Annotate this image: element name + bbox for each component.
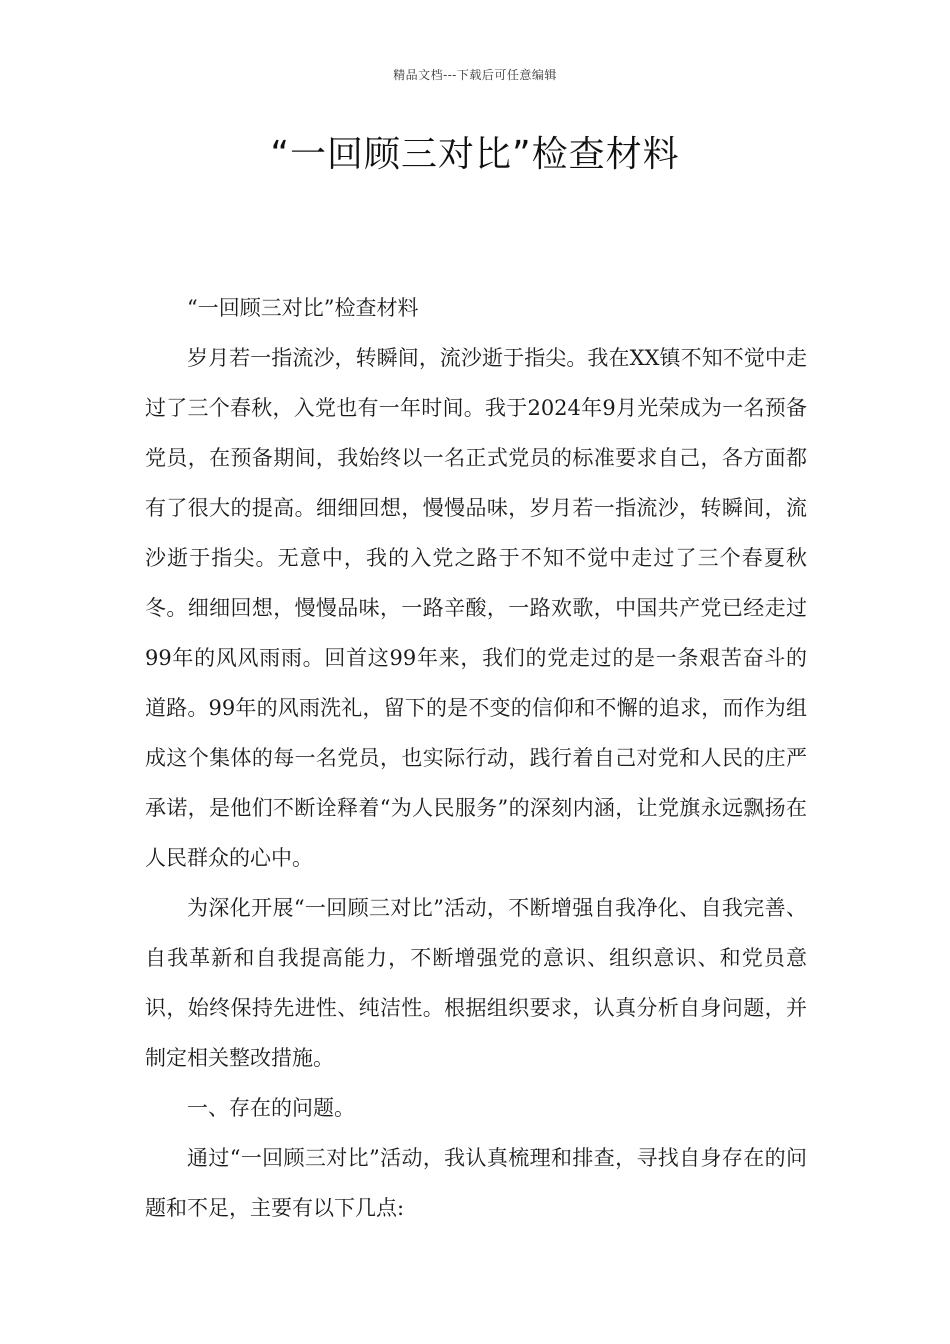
body-paragraph: 通过“一回顾三对比”活动，我认真梳理和排查，寻找自身存在的问题和不足，主要有以下几点: xyxy=(145,1146,807,1220)
body-paragraph: 岁月若一指流沙，转瞬间，流沙逝于指尖。我在XX镇不知不觉中走过了三个春秋，入党也有一年时间。我于2024年9月光荣成为一名预备党员，在预备期间，我始终以一名正式党员的标准要求自己，各方面都有了很大的提高。细细回想，慢慢品味，岁月若一指流沙，转瞬间，流沙逝于指尖。无意中，我的入党之路于不知不觉中走过了三个春夏秋冬。细细回想，慢慢品味，一路辛酸，一路欢歌，中国共产党已经走过99年的风风雨雨。回首这99年来，我们的党走过的是一条艰苦奋斗的道路。99年的风雨洗礼，留下的是不变的信仰和不懈的追求，而作为组成这个集体的每一名党员，也实际行动，践行着自己对党和人民的庄严承诺，是他们不断诠释着“为人民服务”的深刻内涵，让党旗永远飘扬在人民群众的心中。 xyxy=(145,346,807,870)
document-body xyxy=(145,283,807,1233)
body-subtitle: “一回顾三对比”检查材料 xyxy=(187,296,419,320)
section-heading: 一、存在的问题。 xyxy=(187,1096,355,1120)
body-paragraph: 为深化开展“一回顾三对比”活动，不断增强自我净化、自我完善、自我革新和自我提高能力，不断增强党的意识、组织意识、和党员意识，始终保持先进性、纯洁性。根据组织要求，认真分析自身问题，并制定相关整改措施。 xyxy=(145,896,807,1070)
document-title: “一回顾三对比”检查材料 xyxy=(270,134,680,175)
header-note: 精品文档---下载后可任意编辑 xyxy=(393,68,557,82)
